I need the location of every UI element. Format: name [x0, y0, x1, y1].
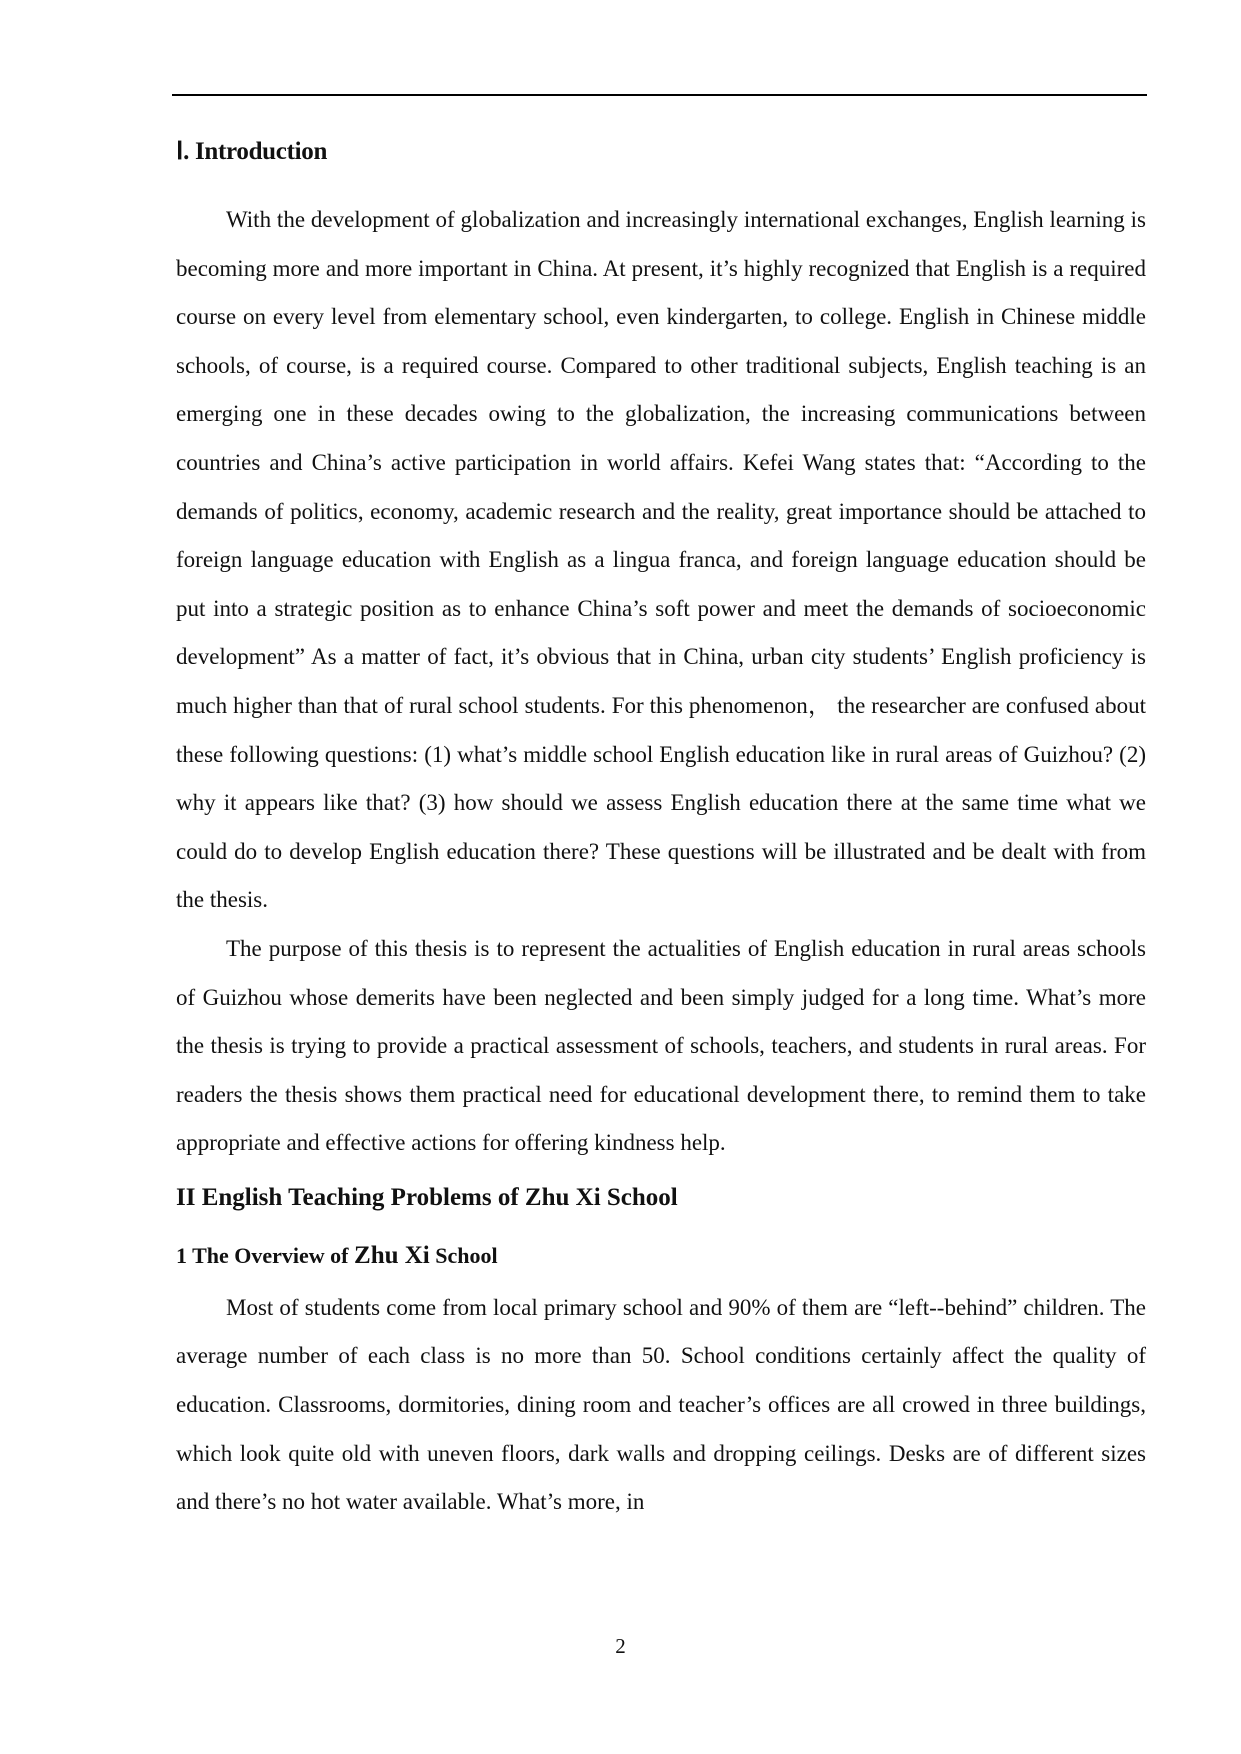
paragraph-intro-2: The purpose of this thesis is to represent the actualities of English education in rural areas schools of Guizhou whose demerits have been neglected and been simply judged for a long time. What’s more the thesis is trying to provide a practical assessment of schools, teachers, and students in rural areas. For readers the thesis shows them practical need for educational development there, to remind them to take appropriate and effective actions for offering kindness help.	[176, 935, 1146, 1156]
subsection-heading-prefix: 1 The Overview of	[176, 1242, 355, 1268]
subsection-heading-suffix: School	[429, 1242, 498, 1268]
paragraph-overview: Most of students come from local primary school and 90% of them are “left--behind” children. The average number of each class is no more than 50. School conditions certainly affect the quality of education. Classrooms, dormitories, dining room and teacher’s offices are all crowed in three buildings, which look quite old with uneven floors, dark walls and dropping ceilings. Desks are of different sizes and there’s no hot water available. What’s more, in	[176, 1294, 1146, 1515]
header-rule	[172, 94, 1147, 96]
subsection-heading-school-name: Zhu Xi	[354, 1241, 430, 1269]
subsection-heading-overview	[176, 1236, 1146, 1276]
section-heading-teaching-problems: II English Teaching Problems of Zhu Xi School	[176, 1183, 678, 1211]
paragraph-intro-1: With the development of globalization and increasingly international exchanges, English learning is becoming more and more important in China. At present, it’s highly recognized that English is a required course on every level from elementary school, even kindergarten, to college. English in Chinese middle schools, of course, is a required course. Compared to other traditional subjects, English teaching is an emerging one in these decades owing to the globalization, the increasing communications between countries and China’s active participation in world affairs. Kefei Wang states that: “According to the demands of politics, economy, academic research and the reality, great importance should be attached to foreign language education with English as a lingua franca, and foreign language education should be put into a strategic position as to enhance China’s soft power and meet the demands of socioeconomic development” As a matter of fact, it’s obvious that in China, urban city students’ English proficiency is much higher than that of rural school students. For this phenomenon， the researcher are confused about these following questions: (1) what’s middle school English education like in rural areas of Guizhou? (2) why it appears like that? (3) how should we assess English education there at the same time what we could do to develop English education there? These questions will be illustrated and be dealt with from the thesis.	[176, 207, 1146, 913]
document-body	[176, 132, 1146, 1527]
page-number: 2	[615, 1634, 626, 1658]
section-heading-introduction: Ⅰ. Introduction	[176, 138, 328, 165]
